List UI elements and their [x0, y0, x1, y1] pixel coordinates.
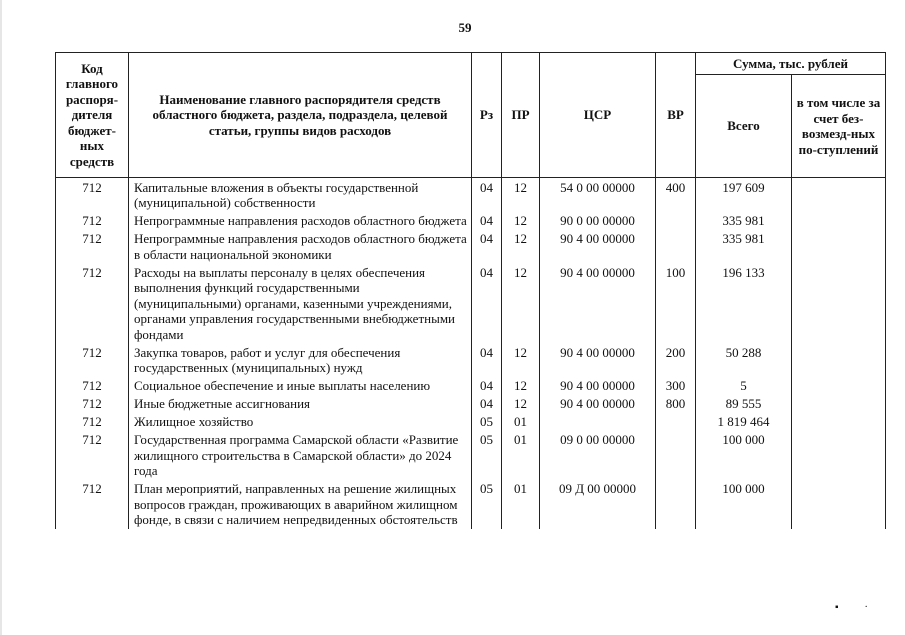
- table-row: [56, 263, 886, 343]
- table-row: [56, 343, 886, 377]
- cell-incl: [792, 343, 886, 377]
- table-row: [56, 431, 886, 480]
- cell-total: 1 819 464: [696, 413, 792, 431]
- cell-pr: 12: [502, 230, 540, 264]
- cell-code: 712: [56, 212, 129, 230]
- cell-name: Непрограммные направления расходов областного бюджета: [129, 212, 472, 230]
- cell-csr: 54 0 00 00000: [540, 178, 656, 212]
- cell-incl: [792, 178, 886, 212]
- cell-total: 5: [696, 377, 792, 395]
- cell-rz: 05: [472, 413, 502, 431]
- cell-csr: 90 0 00 00000: [540, 212, 656, 230]
- budget-table: [55, 52, 886, 529]
- cell-incl: [792, 480, 886, 529]
- header-incl: в том числе за счет без-возмезд-ных по-ступлений: [792, 75, 886, 178]
- cell-code: 712: [56, 230, 129, 264]
- cell-rz: 04: [472, 343, 502, 377]
- cell-code: 712: [56, 395, 129, 413]
- cell-pr: 12: [502, 212, 540, 230]
- header-code: Код главного распоря-дителя бюджет-ных средств: [56, 53, 129, 178]
- cell-csr: 90 4 00 00000: [540, 377, 656, 395]
- cell-pr: 12: [502, 343, 540, 377]
- scan-edge: [0, 0, 2, 635]
- table-row: [56, 480, 886, 529]
- cell-name: Закупка товаров, работ и услуг для обеспечения государственных (муниципальных) нужд: [129, 343, 472, 377]
- cell-vr: 400: [656, 178, 696, 212]
- cell-pr: 01: [502, 413, 540, 431]
- cell-name: Непрограммные направления расходов областного бюджета в области национальной экономики: [129, 230, 472, 264]
- cell-code: 712: [56, 263, 129, 343]
- cell-total: 335 981: [696, 230, 792, 264]
- cell-rz: 04: [472, 212, 502, 230]
- header-csr: ЦСР: [540, 53, 656, 178]
- cell-csr: 90 4 00 00000: [540, 263, 656, 343]
- cell-rz: 05: [472, 431, 502, 480]
- cell-vr: [656, 212, 696, 230]
- header-vr: ВР: [656, 53, 696, 178]
- header-name: Наименование главного распорядителя средств областного бюджета, раздела, подраздела, целевой статьи, группы видов расходов: [129, 53, 472, 178]
- cell-name: Социальное обеспечение и иные выплаты населению: [129, 377, 472, 395]
- cell-total: 197 609: [696, 178, 792, 212]
- cell-total: 100 000: [696, 431, 792, 480]
- cell-incl: [792, 377, 886, 395]
- cell-code: 712: [56, 413, 129, 431]
- cell-vr: [656, 480, 696, 529]
- cell-name: Государственная программа Самарской области «Развитие жилищного строительства в Самарской области» до 2024 года: [129, 431, 472, 480]
- table-row: [56, 178, 886, 212]
- cell-name: Расходы на выплаты персоналу в целях обеспечения выполнения функций государственными (муниципальными) органами, казенными учреждениями, органами управления государственными внебюджетными фондами: [129, 263, 472, 343]
- table-row: [56, 395, 886, 413]
- cell-csr: [540, 413, 656, 431]
- cell-vr: 100: [656, 263, 696, 343]
- cell-code: 712: [56, 377, 129, 395]
- table-body: [56, 178, 886, 529]
- cell-pr: 12: [502, 395, 540, 413]
- cell-csr: 09 Д 00 00000: [540, 480, 656, 529]
- cell-rz: 04: [472, 178, 502, 212]
- cell-code: 712: [56, 343, 129, 377]
- cell-incl: [792, 230, 886, 264]
- cell-total: 196 133: [696, 263, 792, 343]
- table-row: [56, 413, 886, 431]
- cell-pr: 01: [502, 480, 540, 529]
- cell-total: 50 288: [696, 343, 792, 377]
- page-number: 59: [458, 20, 472, 35]
- cell-csr: 90 4 00 00000: [540, 343, 656, 377]
- scan-marks: ▪·: [835, 602, 894, 613]
- cell-name: План мероприятий, направленных на решение жилищных вопросов граждан, проживающих в аварийном жилищном фонде, в связи с наличием непредвиденных обстоятельств: [129, 480, 472, 529]
- cell-code: 712: [56, 431, 129, 480]
- table-row: [56, 230, 886, 264]
- cell-vr: 300: [656, 377, 696, 395]
- cell-rz: 04: [472, 263, 502, 343]
- table-row: [56, 377, 886, 395]
- cell-incl: [792, 413, 886, 431]
- header-pr: ПР: [502, 53, 540, 178]
- header-rz: Рз: [472, 53, 502, 178]
- cell-pr: 12: [502, 263, 540, 343]
- cell-pr: 12: [502, 377, 540, 395]
- cell-vr: 200: [656, 343, 696, 377]
- cell-pr: 12: [502, 178, 540, 212]
- header-total: Всего: [696, 75, 792, 178]
- cell-vr: [656, 413, 696, 431]
- cell-csr: 90 4 00 00000: [540, 230, 656, 264]
- cell-total: 100 000: [696, 480, 792, 529]
- cell-name: Иные бюджетные ассигнования: [129, 395, 472, 413]
- cell-code: 712: [56, 178, 129, 212]
- cell-vr: [656, 431, 696, 480]
- cell-csr: 90 4 00 00000: [540, 395, 656, 413]
- cell-code: 712: [56, 480, 129, 529]
- cell-csr: 09 0 00 00000: [540, 431, 656, 480]
- cell-pr: 01: [502, 431, 540, 480]
- cell-vr: 800: [656, 395, 696, 413]
- cell-rz: 04: [472, 230, 502, 264]
- cell-rz: 04: [472, 395, 502, 413]
- table-row: [56, 212, 886, 230]
- cell-incl: [792, 395, 886, 413]
- cell-incl: [792, 431, 886, 480]
- cell-name: Капитальные вложения в объекты государственной (муниципальной) собственности: [129, 178, 472, 212]
- cell-rz: 05: [472, 480, 502, 529]
- cell-incl: [792, 263, 886, 343]
- cell-vr: [656, 230, 696, 264]
- cell-total: 335 981: [696, 212, 792, 230]
- cell-rz: 04: [472, 377, 502, 395]
- cell-incl: [792, 212, 886, 230]
- cell-name: Жилищное хозяйство: [129, 413, 472, 431]
- header-sum: Сумма, тыс. рублей: [696, 53, 886, 75]
- cell-total: 89 555: [696, 395, 792, 413]
